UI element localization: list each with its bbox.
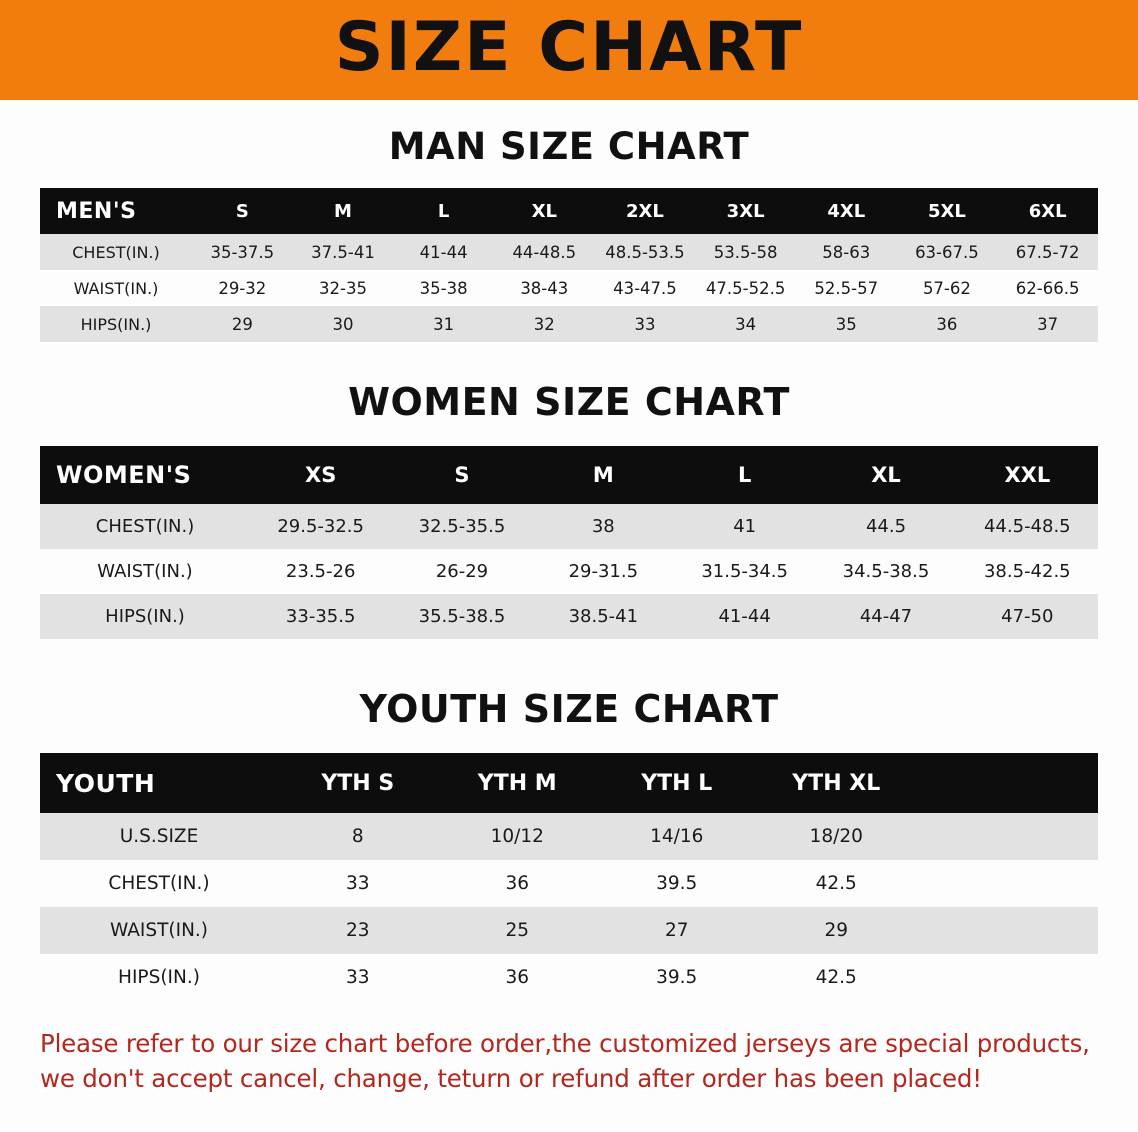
- cell: 23: [345, 920, 370, 941]
- cell: 27: [664, 920, 689, 941]
- cell: 29: [231, 314, 253, 334]
- cell: 38-43: [520, 278, 569, 298]
- cell: 37: [1037, 314, 1059, 334]
- cell: 36: [936, 314, 958, 334]
- cell: 39.5: [656, 873, 698, 894]
- cell: 8: [351, 826, 364, 847]
- youth-col-0: YTH S: [321, 770, 395, 796]
- cell: 44.5-48.5: [983, 516, 1071, 537]
- man-table-body: [40, 234, 1098, 342]
- cell: 63-67.5: [915, 242, 979, 262]
- banner: [0, 0, 1138, 100]
- youth-section-heading: YOUTH SIZE CHART: [359, 687, 779, 731]
- row-label: CHEST(IN.): [95, 516, 195, 537]
- cell: 43-47.5: [613, 278, 677, 298]
- women-col-0: XS: [305, 463, 337, 487]
- women-col-3: L: [737, 463, 752, 487]
- cell: 35: [835, 314, 857, 334]
- cell: 18/20: [809, 826, 863, 847]
- cell: 31.5-34.5: [701, 561, 788, 582]
- page-title: SIZE CHART: [334, 8, 804, 87]
- man-header-label: MEN'S: [56, 198, 137, 224]
- women-col-4: XL: [871, 463, 901, 487]
- youth-col-3: YTH XL: [792, 770, 881, 796]
- youth-size-table: [40, 753, 1098, 1001]
- cell: 14/16: [650, 826, 704, 847]
- cell: 38: [591, 516, 615, 537]
- cell: 29: [824, 920, 849, 941]
- youth-col-2: YTH L: [641, 770, 713, 796]
- man-col-3: XL: [531, 200, 557, 222]
- cell: 39.5: [656, 967, 698, 988]
- disclaimer-line-2: we don't accept cancel, change, teturn or refund after order has been placed!: [40, 1063, 982, 1093]
- row-label: WAIST(IN.): [97, 561, 193, 582]
- row-label: WAIST(IN.): [73, 278, 159, 298]
- youth-table-body: [40, 813, 1098, 1001]
- table-row: [40, 954, 1098, 1001]
- cell: 35-38: [419, 278, 468, 298]
- man-col-8: 6XL: [1028, 200, 1067, 222]
- cell: 41: [733, 516, 757, 537]
- cell: 38.5-41: [568, 606, 639, 627]
- cell: 47.5-52.5: [705, 278, 786, 298]
- man-col-4: 2XL: [626, 200, 664, 222]
- women-section-heading: WOMEN SIZE CHART: [348, 380, 790, 424]
- disclaimer-line-1: Please refer to our size chart before order,the customized jerseys are special products,: [40, 1029, 1090, 1058]
- cell: 29-32: [218, 278, 267, 298]
- cell: 67.5-72: [1015, 242, 1080, 262]
- youth-table-header: [40, 753, 1098, 813]
- cell-spacer: [916, 954, 1098, 1001]
- women-header-label: WOMEN'S: [56, 461, 192, 489]
- table-row: [40, 306, 1098, 342]
- table-header-row: [40, 753, 1098, 813]
- row-label: HIPS(IN.): [118, 967, 200, 988]
- man-section-heading: MAN SIZE CHART: [388, 125, 750, 168]
- table-row: [40, 234, 1098, 270]
- cell-spacer: [916, 813, 1098, 860]
- table-row: [40, 907, 1098, 954]
- row-label: HIPS(IN.): [80, 314, 152, 334]
- women-table-wrapper: [40, 446, 1098, 639]
- cell: 26-29: [435, 561, 489, 582]
- cell: 42.5: [815, 873, 857, 894]
- table-row: [40, 504, 1098, 549]
- cell: 42.5: [815, 967, 857, 988]
- youth-table-wrapper: [40, 753, 1098, 1001]
- cell: 29.5-32.5: [277, 516, 364, 537]
- cell: 48.5-53.5: [605, 242, 685, 262]
- cell: 32-35: [319, 278, 367, 298]
- table-header-row: [40, 188, 1098, 234]
- women-table-body: [40, 504, 1098, 639]
- man-table-wrapper: [40, 188, 1098, 342]
- cell: 25: [505, 920, 530, 941]
- cell: 44-48.5: [512, 242, 577, 262]
- man-col-7: 5XL: [927, 200, 966, 222]
- cell: 47-50: [1001, 606, 1054, 627]
- cell: 44.5: [865, 516, 907, 537]
- cell: 36: [505, 873, 530, 894]
- women-table-header: [40, 446, 1098, 504]
- cell: 36: [505, 967, 530, 988]
- cell: 38.5-42.5: [983, 561, 1071, 582]
- cell: 52.5-57: [814, 278, 879, 298]
- youth-col-spacer: [916, 753, 1098, 813]
- disclaimer-note: [40, 1027, 1098, 1097]
- table-row: [40, 594, 1098, 639]
- women-size-table: [40, 446, 1098, 639]
- table-header-row: [40, 446, 1098, 504]
- youth-col-1: YTH M: [477, 770, 557, 796]
- cell: 44-47: [859, 606, 913, 627]
- row-label: HIPS(IN.): [105, 606, 185, 627]
- cell: 35-37.5: [210, 242, 275, 262]
- cell: 58-63: [822, 242, 871, 262]
- cell: 32: [533, 314, 555, 334]
- cell-spacer: [916, 907, 1098, 954]
- cell: 34.5-38.5: [842, 561, 930, 582]
- man-col-6: 4XL: [827, 200, 866, 222]
- table-row: [40, 860, 1098, 907]
- man-size-table: [40, 188, 1098, 342]
- cell: 41-44: [718, 606, 771, 627]
- cell-spacer: [916, 860, 1098, 907]
- youth-header-label: YOUTH: [56, 768, 156, 798]
- man-col-2: L: [437, 200, 450, 222]
- women-col-2: M: [592, 463, 614, 487]
- table-row: [40, 270, 1098, 306]
- cell: 33: [634, 314, 656, 334]
- cell: 30: [332, 314, 354, 334]
- cell: 62-66.5: [1015, 278, 1080, 298]
- man-col-5: 3XL: [726, 200, 765, 222]
- row-label: WAIST(IN.): [109, 920, 209, 941]
- women-col-5: XXL: [1004, 463, 1051, 487]
- cell: 53.5-58: [713, 242, 778, 262]
- women-col-1: S: [454, 463, 470, 487]
- cell: 34: [735, 314, 757, 334]
- cell: 35.5-38.5: [418, 606, 506, 627]
- cell: 31: [433, 314, 455, 334]
- cell: 57-62: [922, 278, 971, 298]
- cell: 33: [345, 967, 370, 988]
- man-col-0: S: [235, 200, 249, 222]
- cell: 33-35.5: [285, 606, 356, 627]
- row-label: CHEST(IN.): [72, 242, 160, 262]
- cell: 33: [345, 873, 370, 894]
- cell: 41-44: [419, 242, 468, 262]
- cell: 29-31.5: [568, 561, 639, 582]
- man-table-header: [40, 188, 1098, 234]
- cell: 10/12: [490, 826, 544, 847]
- row-label: U.S.SIZE: [119, 826, 199, 847]
- cell: 37.5-41: [311, 242, 375, 262]
- cell: 23.5-26: [285, 561, 356, 582]
- table-row: [40, 813, 1098, 860]
- table-row: [40, 549, 1098, 594]
- row-label: CHEST(IN.): [108, 873, 210, 894]
- cell: 32.5-35.5: [418, 516, 506, 537]
- man-col-1: M: [334, 200, 352, 222]
